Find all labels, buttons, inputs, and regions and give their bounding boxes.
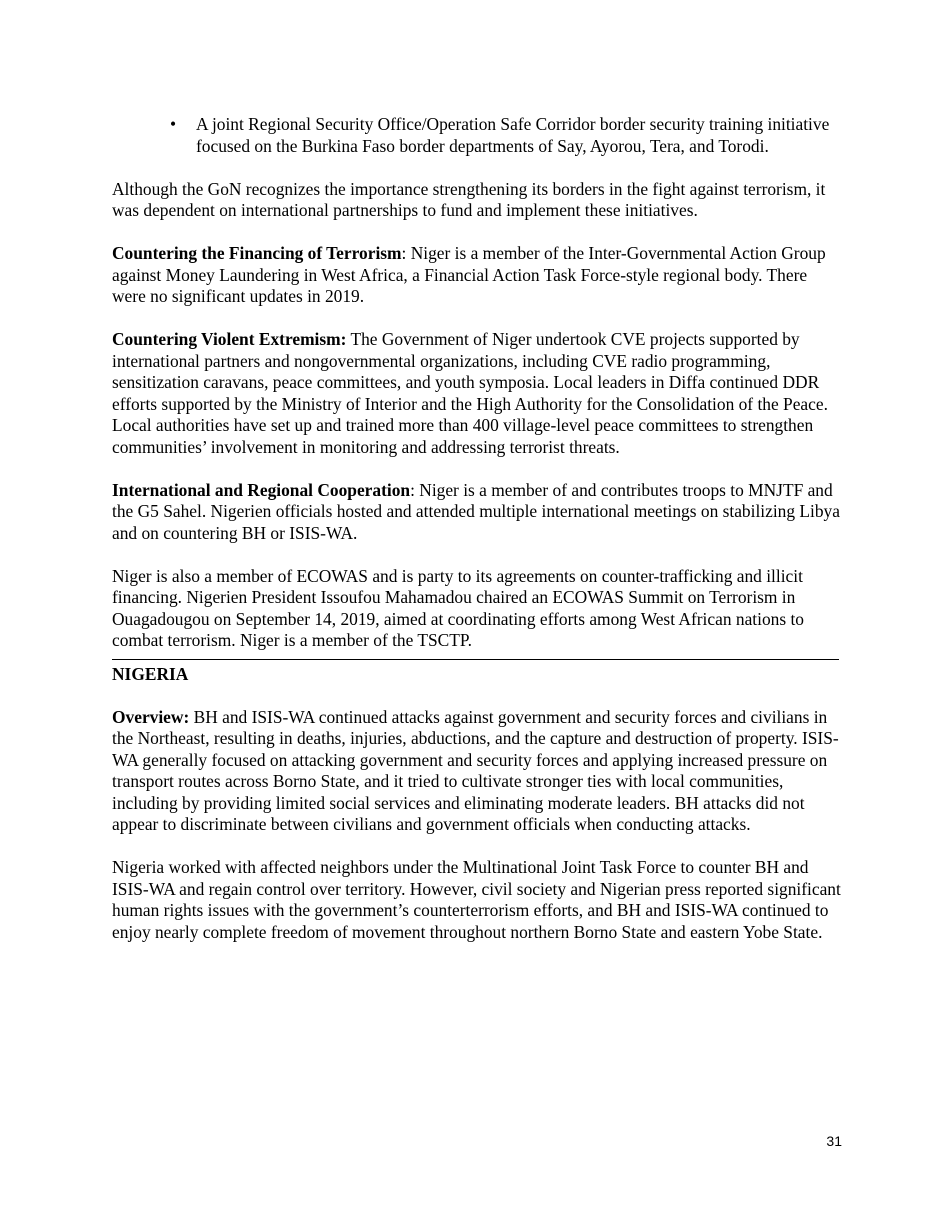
paragraph-text: The Government of Niger undertook CVE projects supported by international partners and nongovernmental organizations, including CVE radio programming, sensitization caravans, peace committees, and youth symposia. Local leaders in Diffa continued DDR efforts supported by the Ministry of Interior and the High Authority for the Consolidation of the Peace. Local authorities have set up and trained more than 400 village-level peace committees to strengthen communities’ involvement in monitoring and addressing terrorist threats. [112, 329, 828, 457]
paragraph-overview [112, 707, 842, 836]
bullet-icon: • [170, 114, 177, 134]
paragraph-ecowas: Niger is also a member of ECOWAS and is party to its agreements on counter-trafficking and illicit financing. Nigerien President Issoufou Mahamadou chaired an ECOWAS Summit on Terrorism in Ouagadougou on September 14, 2019, aimed at coordinating efforts among West African nations to combat terrorism. Niger is a member of the TSCTP. [112, 565, 804, 650]
paragraph-lead: Overview: [112, 706, 190, 727]
paragraph-cooperation [112, 480, 842, 545]
paragraph-lead: Countering Violent Extremism: [112, 329, 347, 349]
paragraph-cve [112, 329, 842, 458]
bullet-text: A joint Regional Security Office/Operation Safe Corridor border security training initiative focused on the Burkina Faso border departments of Say, Ayorou, Tera, and Torodi. [196, 114, 830, 156]
paragraph-financing [112, 243, 842, 308]
paragraph-mnjtf: Nigeria worked with affected neighbors under the Multinational Joint Task Force to counter BH and ISIS-WA and regain control over territory. However, civil society and Nigerian press reported significant human rights issues with the government’s counterterrorism efforts, and BH and ISIS-WA continued to enjoy nearly complete freedom of movement throughout northern Borno State and eastern Yobe State. [112, 857, 841, 942]
paragraph-text: BH and ISIS-WA continued attacks against government and security forces and civilians in the Northeast, resulting in deaths, injuries, abductions, and the capture and destruction of property. ISIS-WA generally focused on attacking government and security forces and applying increased pressure on transport routes across Borno State, and it tried to cultivate stronger ties with local communities, including by providing limited social services and eliminating moderate leaders. BH attacks did not appear to discriminate between civilians and government officials when conducting attacks. [112, 706, 839, 834]
paragraph-lead: International and Regional Cooperation [112, 479, 411, 500]
section-heading: NIGERIA [112, 663, 189, 684]
page-number: 31 [826, 1133, 842, 1149]
paragraph-text: : Niger is a member of and contributes troops to MNJTF and the G5 Sahel. Nigerien officials hosted and attended multiple international meetings on stabilizing Libya and on countering BH or ISIS-WA. [112, 479, 840, 543]
section-divider [112, 659, 839, 660]
paragraph-lead: Countering the Financing of Terrorism [112, 243, 402, 263]
bullet-list [112, 114, 842, 157]
paragraph-borders: Although the GoN recognizes the importance strengthening its borders in the fight against terrorism, it was dependent on international partnerships to fund and implement these initiatives. [112, 178, 826, 220]
document-page [112, 114, 842, 965]
paragraph-text: : Niger is a member of the Inter-Governmental Action Group against Money Laundering in West Africa, a Financial Action Task Force-style regional body. There were no significant updates in 2019. [112, 243, 826, 306]
list-item [112, 114, 842, 157]
